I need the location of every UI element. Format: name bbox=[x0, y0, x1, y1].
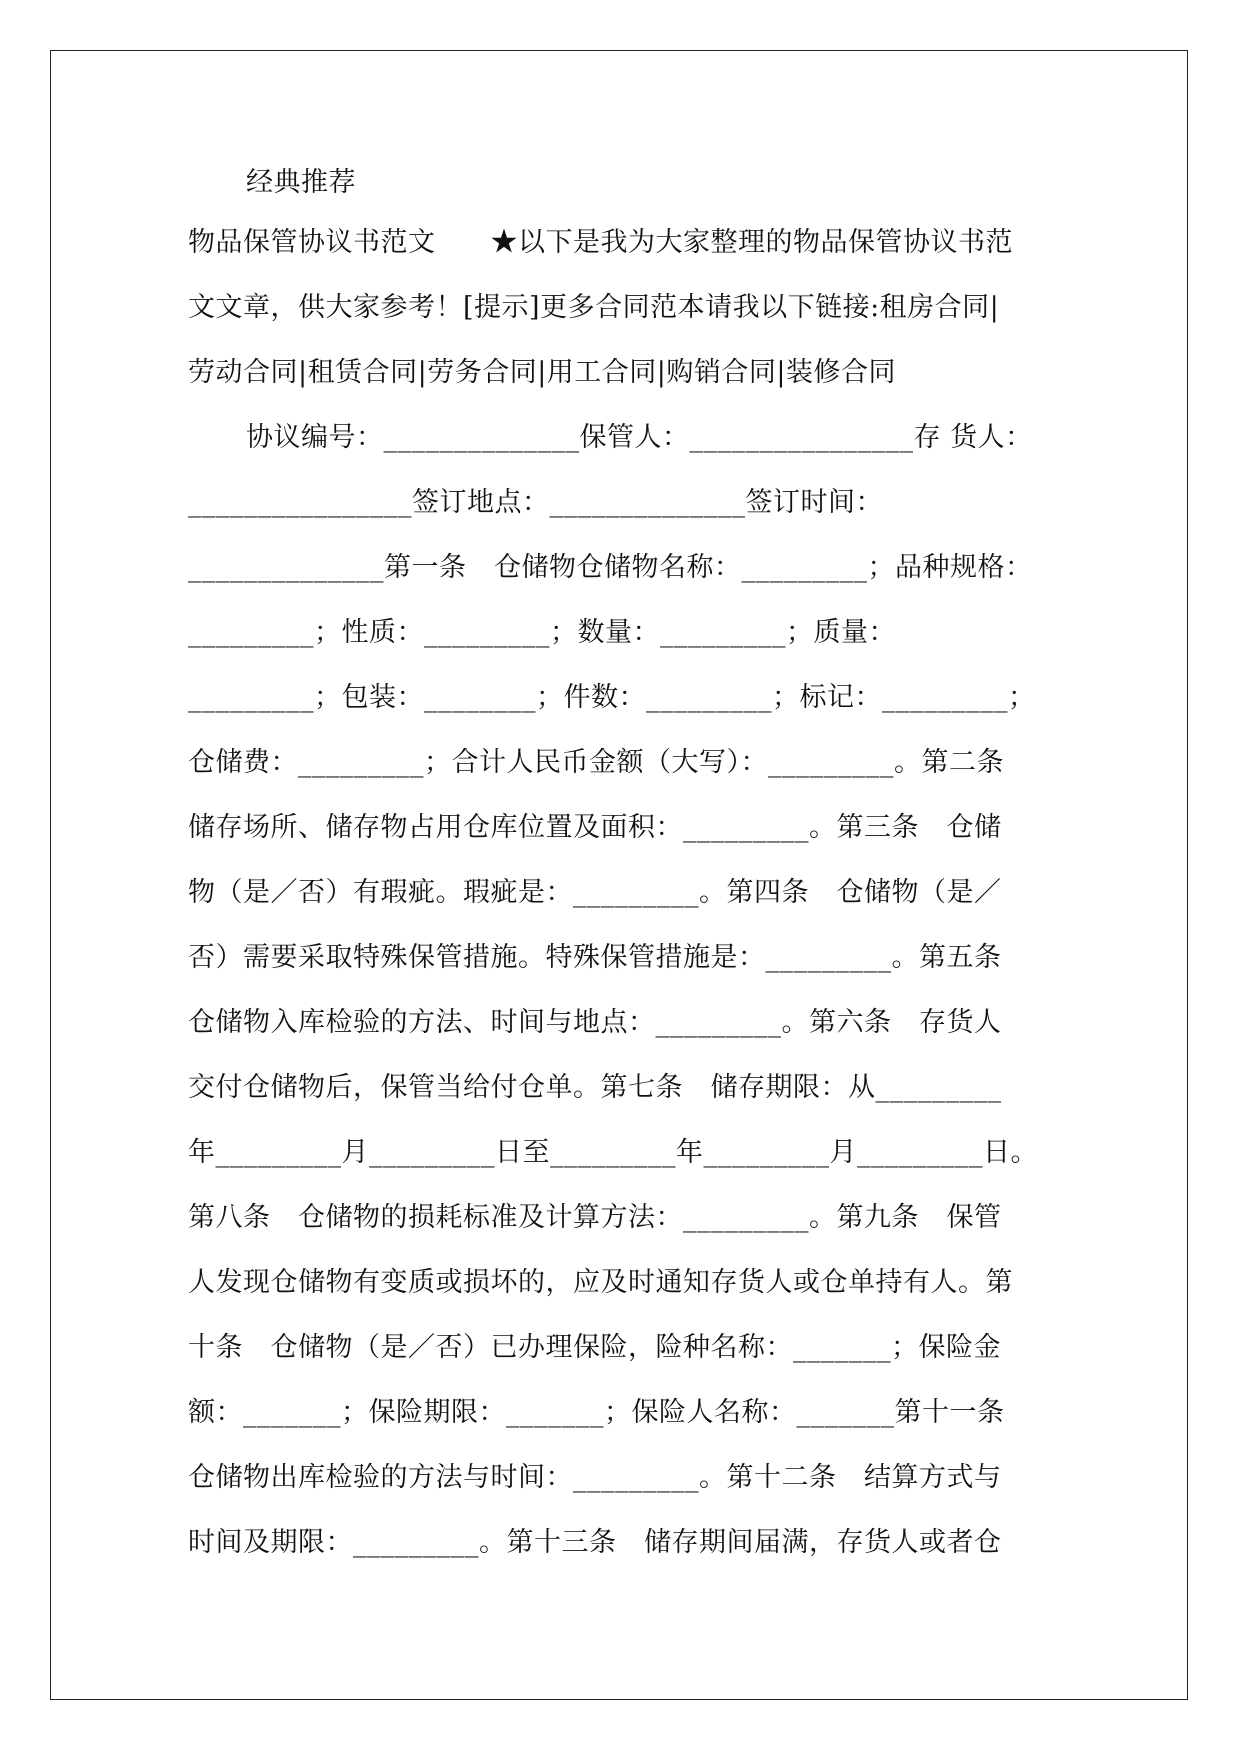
body-line-4: 协议编号：______________保管人：________________存 货人： bbox=[246, 422, 1033, 453]
document-body bbox=[188, 155, 1068, 1575]
body-line-6: ______________第一条 仓储物仓储物名称：_________；品种规格： bbox=[188, 552, 1033, 583]
body-line-8: _________；包装：________；件数：_________；标记：_________； bbox=[188, 682, 1036, 713]
body-line-14: 交付仓储物后，保管当给付仓单。第七条 储存期限：从_________ bbox=[188, 1072, 1002, 1103]
body-line-10: 储存场所、储存物占用仓库位置及面积：_________。第三条 仓储 bbox=[188, 812, 1002, 843]
body-line-11: 物（是／否）有瑕疵。瑕疵是：_________。第四条 仓储物（是／ bbox=[188, 877, 1002, 908]
body-line-15: 年_________月_________日至_________年_________月_________日。 bbox=[188, 1137, 1038, 1168]
body-line-19: 额：_______；保险期限：_______；保险人名称：_______第十一条 bbox=[188, 1397, 1005, 1428]
body-line-16: 第八条 仓储物的损耗标准及计算方法：_________。第九条 保管 bbox=[188, 1202, 1002, 1233]
document-heading: 经典推荐 bbox=[246, 167, 356, 198]
body-line-7: _________；性质：_________；数量：_________；质量： bbox=[188, 617, 896, 648]
body-line-17: 人发现仓储物有变质或损坏的，应及时通知存货人或仓单持有人。第 bbox=[188, 1267, 1013, 1298]
body-line-9: 仓储费：_________；合计人民币金额（大写）：_________。第二条 bbox=[188, 747, 1004, 778]
body-line-13: 仓储物入库检验的方法、时间与地点：_________。第六条 存货人 bbox=[188, 1007, 1002, 1038]
body-line-3: 劳动合同|租赁合同|劳务合同|用工合同|购销合同|装修合同 bbox=[188, 357, 896, 388]
body-line-1: 物品保管协议书范文 ★以下是我为大家整理的物品保管协议书范 bbox=[188, 227, 1013, 258]
body-line-20: 仓储物出库检验的方法与时间：_________。第十二条 结算方式与 bbox=[188, 1462, 1002, 1493]
body-line-2: 文文章，供大家参考！[提示]更多合同范本请我以下链接:租房合同| bbox=[188, 292, 1000, 323]
body-line-21: 时间及期限：_________。第十三条 储存期间届满，存货人或者仓 bbox=[188, 1527, 1002, 1558]
body-line-18: 十条 仓储物（是／否）已办理保险，险种名称：_______；保险金 bbox=[188, 1332, 1001, 1363]
body-line-5: ________________签订地点：______________签订时间： bbox=[188, 487, 883, 518]
body-line-12: 否）需要采取特殊保管措施。特殊保管措施是：_________。第五条 bbox=[188, 942, 1002, 973]
